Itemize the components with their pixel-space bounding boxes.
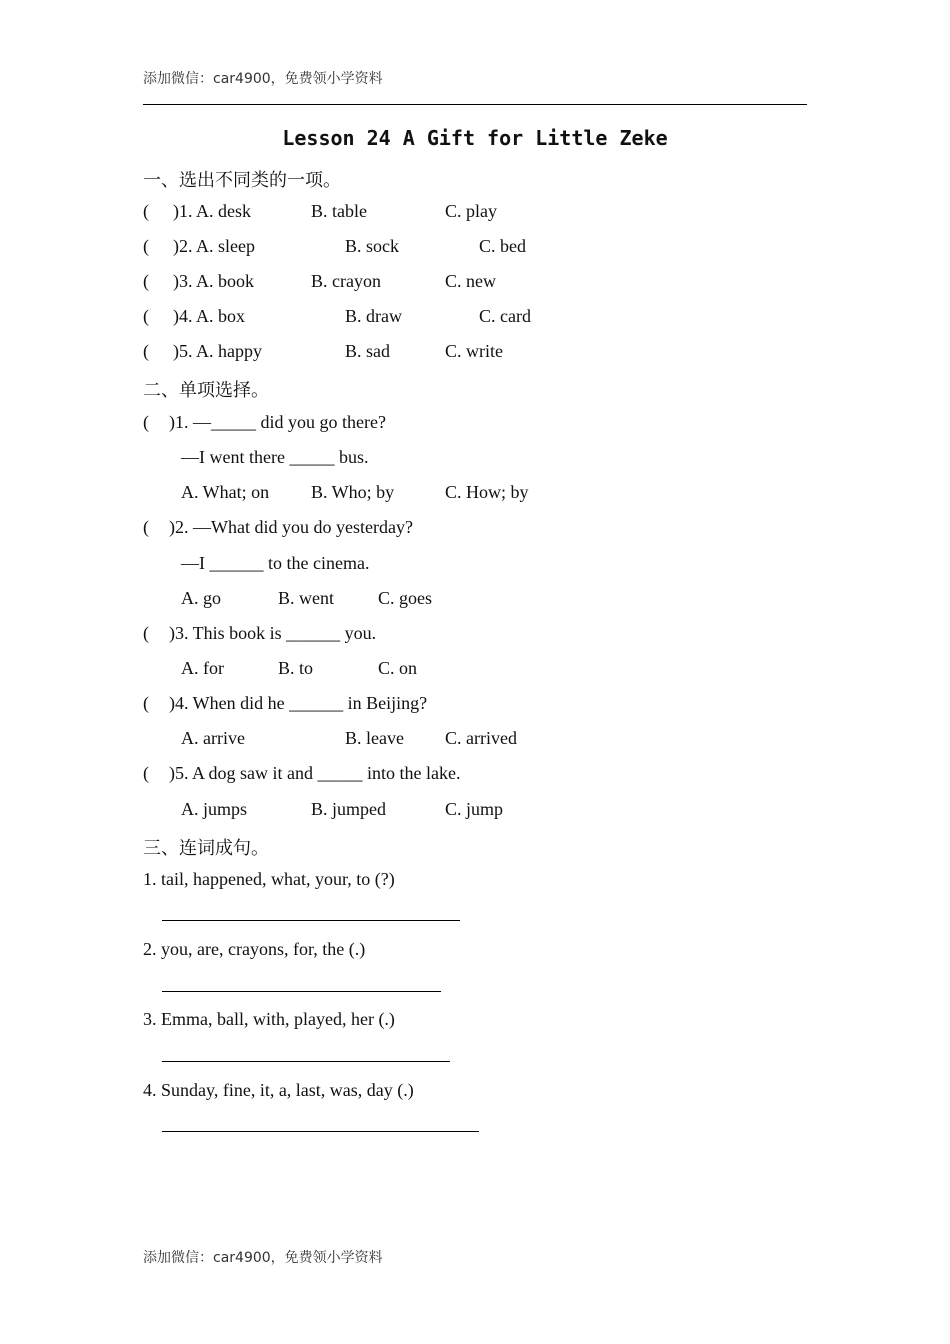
option-a: A. go xyxy=(181,588,221,608)
question-text: )5. A dog saw it and _____ into the lake. xyxy=(169,763,461,783)
option-a: A. What; on xyxy=(181,482,270,502)
option-b: B. crayon xyxy=(311,271,381,291)
option-b: B. Who; by xyxy=(311,482,395,502)
option-c: C. card xyxy=(479,306,531,326)
option-c: C. play xyxy=(445,201,497,221)
question-text: )2. —What did you do yesterday? xyxy=(169,517,413,537)
answer-paren: ( xyxy=(143,623,149,643)
answer-paren: ( xyxy=(143,236,149,256)
question-text: )1. —_____ did you go there? xyxy=(169,412,386,432)
question-text: )3. This book is ______ you. xyxy=(169,623,377,643)
option-c: C. goes xyxy=(378,588,432,608)
question-text: )5. A. happy xyxy=(173,341,262,361)
section3-heading: 三、连词成句。 xyxy=(143,838,269,859)
answer-line[interactable] xyxy=(162,1061,450,1062)
answer-line[interactable] xyxy=(162,991,441,992)
question-text: )1. A. desk xyxy=(173,201,251,221)
answer-paren: ( xyxy=(143,693,149,713)
answer-line[interactable] xyxy=(162,920,460,921)
answer-paren: ( xyxy=(143,341,149,361)
answer-paren: ( xyxy=(143,306,149,326)
header-rule xyxy=(143,104,807,105)
question-text: )3. A. book xyxy=(173,271,254,291)
option-c: C. bed xyxy=(479,236,526,256)
rearrange-item: 1. tail, happened, what, your, to (?) xyxy=(143,869,395,889)
rearrange-item: 2. you, are, crayons, for, the (.) xyxy=(143,939,366,959)
question-text: )4. When did he ______ in Beijing? xyxy=(169,693,428,713)
option-a: A. for xyxy=(181,658,224,678)
option-b: B. went xyxy=(278,588,334,608)
section2-heading: 二、单项选择。 xyxy=(143,380,269,401)
option-c: C. How; by xyxy=(445,482,529,502)
header-watermark: 添加微信：car4900，免费领小学资料 xyxy=(143,71,383,87)
rearrange-item: 4. Sunday, fine, it, a, last, was, day (.) xyxy=(143,1080,414,1100)
section1-heading: 一、选出不同类的一项。 xyxy=(143,170,341,191)
option-c: C. arrived xyxy=(445,728,517,748)
answer-paren: ( xyxy=(143,517,149,537)
option-c: C. write xyxy=(445,341,503,361)
option-b: B. leave xyxy=(345,728,404,748)
option-b: B. sad xyxy=(345,341,390,361)
footer-watermark: 添加微信：car4900，免费领小学资料 xyxy=(143,1250,383,1266)
option-c: C. jump xyxy=(445,799,504,819)
option-b: B. to xyxy=(278,658,314,678)
question-text: )2. A. sleep xyxy=(173,236,255,256)
page-title: Lesson 24 A Gift for Little Zeke xyxy=(282,126,668,150)
question-reply: —I went there _____ bus. xyxy=(181,447,369,467)
question-reply: —I ______ to the cinema. xyxy=(181,553,370,573)
answer-line[interactable] xyxy=(162,1131,479,1132)
option-a: A. jumps xyxy=(181,799,248,819)
option-b: B. draw xyxy=(345,306,402,326)
option-a: A. arrive xyxy=(181,728,245,748)
option-c: C. on xyxy=(378,658,418,678)
option-c: C. new xyxy=(445,271,496,291)
answer-paren: ( xyxy=(143,201,149,221)
answer-paren: ( xyxy=(143,271,149,291)
rearrange-item: 3. Emma, ball, with, played, her (.) xyxy=(143,1009,395,1029)
answer-paren: ( xyxy=(143,412,149,432)
option-b: B. table xyxy=(311,201,367,221)
option-b: B. jumped xyxy=(311,799,386,819)
option-b: B. sock xyxy=(345,236,399,256)
question-text: )4. A. box xyxy=(173,306,245,326)
answer-paren: ( xyxy=(143,763,149,783)
